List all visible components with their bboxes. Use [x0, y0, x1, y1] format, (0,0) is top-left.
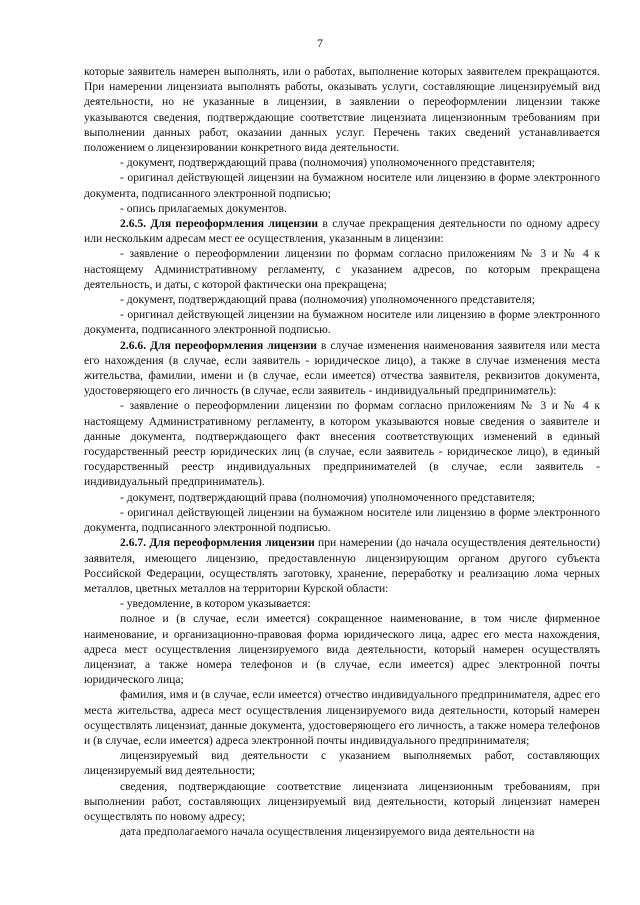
- paragraph: [84, 535, 600, 596]
- paragraph: [84, 64, 600, 155]
- section-heading: 2.6.5. Для переоформления лицензии: [120, 217, 319, 231]
- section-heading: 2.6.6. Для переоформления лицензии: [120, 338, 317, 352]
- paragraph: [84, 216, 600, 246]
- paragraph: [84, 687, 600, 748]
- paragraph: [84, 307, 600, 337]
- paragraph: [84, 824, 600, 839]
- paragraph-text: - оригинал действующей лицензии на бумажном носителе или лицензию в форме электронного документа, подписанного электронной подписью;: [84, 171, 600, 200]
- paragraph-text: в случае прекращения деятельности по одному адресу или нескольким адресам мест ее осуществления, указанным в лицензии:: [84, 217, 601, 246]
- paragraph-text: - документ, подтверждающий права (полномочия) уполномоченного представителя;: [120, 490, 535, 504]
- paragraph-text: - заявление о переоформлении лицензии по формам согласно приложениям № 3 и № 4 к настоящему Административному регламенту, с указанием адресов, по которым прекращена деятельность, и даты, с которой фактически она прекращена;: [84, 247, 600, 291]
- paragraph-text: - оригинал действующей лицензии на бумажном носителе или лицензию в форме электронного документа, подписанного электронной подписью.: [84, 505, 600, 535]
- document-body: [84, 64, 600, 839]
- paragraph: [84, 246, 600, 292]
- paragraph: [84, 398, 600, 489]
- paragraph: [84, 596, 600, 611]
- paragraph: [84, 490, 600, 505]
- paragraph: [84, 292, 600, 307]
- paragraph-text: - оригинал действующей лицензии на бумажном носителе или лицензию в форме электронного документа, подписанного электронной подписью.: [84, 308, 600, 337]
- paragraph-text: - опись прилагаемых документов.: [120, 201, 287, 215]
- page-number: 7: [317, 36, 323, 50]
- section-heading: 2.6.7. Для переоформления лицензии: [120, 536, 315, 550]
- paragraph-text: сведения, подтверждающие соответствие лицензиата лицензионным требованиям, при выполнении работ, составляющих лицензируемый вид деятельности, который лицензиат намерен осуществлять по новому адресу;: [84, 779, 600, 823]
- paragraph-text: фамилия, имя и (в случае, если имеется) отчество индивидуального предпринимателя, адрес его места жительства, адреса мест осуществления лицензируемого вида деятельности, который намерен осуществлять лицензиат, данные документа, удостоверяющего его личность, а также номера телефонов и (в случае, если имеется) адреса электронной почты индивидуального предпринимателя;: [84, 688, 600, 747]
- paragraph-text: в случае изменения наименования заявителя или места его нахождения (в случае, если заявитель - юридическое лицо), а также в случае изменения места жительства, фамилии, имени и (в случае, если имеется) отчества заявителя, реквизитов документа, удостоверяющего его личность (в случае, если заявитель - индивидуальный предприниматель):: [84, 338, 600, 398]
- paragraph: [84, 201, 600, 216]
- paragraph-text: - документ, подтверждающий права (полномочия) уполномоченного представителя;: [120, 293, 535, 307]
- paragraph: [84, 779, 600, 825]
- paragraph-text: - заявление о переоформлении лицензии по формам согласно приложениям № 3 и № 4 к настоящему Административному регламенту, в котором указываются новые сведения о заявителе и данные документа, подтверждающего факт внесения соответствующих изменений в единый государственный реестр юридических лиц (в случае, если заявитель - юридическое лицо), в единый государственный реестр индивидуальных предпринимателей (в случае, если заявитель - индивидуальный предприниматель).: [84, 399, 600, 489]
- paragraph-text: дата предполагаемого начала осуществления лицензируемого вида деятельности на: [120, 825, 535, 839]
- paragraph-text: - документ, подтверждающий права (полномочия) уполномоченного представителя;: [120, 156, 535, 170]
- paragraph-text: - уведомление, в котором указывается:: [120, 597, 311, 611]
- paragraph: [84, 505, 600, 535]
- paragraph: [84, 155, 600, 170]
- paragraph-text: при намерении (до начала осуществления деятельности) заявителя, имеющего лицензию, предоставленную лицензирующим органом другого субъекта Российской Федерации, осуществлять заготовку, хранение, переработку и реализацию лома черных металлов, цветных металлов на территории Курской области:: [84, 536, 600, 595]
- paragraph-text: которые заявитель намерен выполнять, или о работах, выполнение которых заявителем прекращаются. При намерении лицензиата выполнять работы, оказывать услуги, составляющие лицензируемый вид деятельности, но не указанные в лицензии, в заявлении о переоформлении лицензии также указываются сведения, подтверждающие соответствие лицензиата лицензионным требованиям при выполнении данных работ, оказании данных услуг. Перечень таких сведений устанавливается положением о лицензировании конкретного вида деятельности.: [84, 65, 600, 155]
- paragraph: [84, 748, 600, 778]
- paragraph: [84, 338, 600, 399]
- paragraph: [84, 170, 600, 200]
- paragraph-text: лицензируемый вид деятельности с указанием выполняемых работ, составляющих лицензируемый вид деятельности;: [84, 749, 600, 778]
- paragraph: [84, 611, 600, 687]
- paragraph-text: полное и (в случае, если имеется) сокращенное наименование, в том числе фирменное наименование, и организационно-правовая форма юридического лица, адрес его места нахождения, адреса мест осуществления лицензируемого вида деятельности, который намерен осуществлять лицензиат, а также номера телефонов и (в случае, если имеется) адрес электронной почты юридического лица;: [84, 612, 600, 687]
